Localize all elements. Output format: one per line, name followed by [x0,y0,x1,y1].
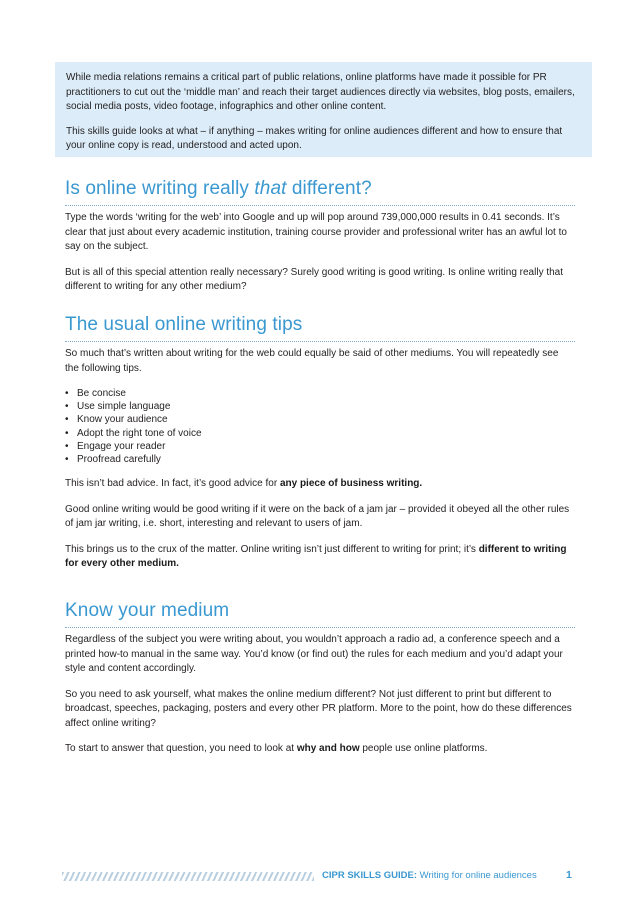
section-usual-tips [65,314,575,583]
list-item: • Proofread carefully [65,453,575,466]
heading-text: different? [286,178,372,199]
footer-guide-label: CIPR SKILLS GUIDE: [322,870,418,881]
paragraph: So you need to ask yourself, what makes the online medium different? Not just different to print but different to broadcast, speeches, packaging, posters and every other PR platform. More to the point, how do these differences affect online writing? [65,688,572,729]
paragraph [65,543,575,572]
page-footer [62,869,582,885]
paragraph-text: To start to answer that question, you need to look at [65,743,297,754]
list-item: • Use simple language [65,400,575,413]
tips-list [65,387,575,466]
paragraph: Type the words ‘writing for the web’ into Google and up will pop around 739,000,000 results in 0.41 seconds. It’s clear that just about every academic institution, training course provider and professional writer has an awful lot to say on the subject. [65,212,567,252]
paragraph-bold: why and how [296,743,360,754]
intro-paragraph-1: While media relations remains a critical part of public relations, online platforms have made it possible for PR practitioners to cut out the ‘middle man’ and reach their target audiences directly via websites, blog posts, emailers, social media posts, video footage, infographics and other online content. [66,72,575,112]
paragraph: But is all of this special attention really necessary? Surely good writing is good writing. Is online writing really that different to writing for any other medium? [65,266,564,292]
section-heading: The usual online writing tips [65,314,303,335]
footer-guide-name: Writing for online audiences [417,870,537,881]
section-know-your-medium [65,600,575,768]
section-heading [65,178,575,200]
list-item: • Know your audience [65,413,575,426]
list-item: • Adopt the right tone of voice [65,427,575,440]
footer-guide-title [322,870,537,881]
heading-emphasis: that [254,178,287,199]
heading-text: Is online writing really [65,178,255,199]
list-item: • Be concise [65,387,575,400]
paragraph-text: This brings us to the crux of the matter. Online writing isn’t just different to writing for print; it’s [65,543,479,555]
footer-stripe-decoration [62,872,314,881]
intro-box [55,62,592,157]
dotted-divider [65,205,575,206]
paragraph-text: This isn’t bad advice. In fact, it’s good advice for [65,478,280,490]
section-online-writing-different [65,178,575,306]
paragraph-text: people use online platforms. [359,743,488,754]
dotted-divider [65,341,575,342]
paragraph-bold: different to writing for every other medium. [65,543,567,570]
page-number: 1 [566,869,572,881]
dotted-divider [65,627,575,628]
paragraph: Good online writing would be good writing if it were on the back of a jam jar – provided it obeyed all the other rules of jam jar writing, i.e. short, interesting and relevant to users of jam. [65,503,570,530]
paragraph [65,742,575,757]
paragraph-bold: any piece of business writing. [279,478,423,490]
intro-paragraph-2: This skills guide looks at what – if anything – makes writing for online audiences different and how to ensure that your online copy is read, understood and acted upon. [66,125,563,151]
list-item: • Engage your reader [65,440,575,453]
paragraph: Regardless of the subject you were writing about, you wouldn’t approach a radio ad, a conference speech and a printed how-to manual in the same way. You’d know (or find out) the rules for each medium and you’d adapt your style and content accordingly. [65,634,563,674]
paragraph [65,477,575,492]
paragraph: So much that’s written about writing for the web could equally be said of other mediums. You will repeatedly see the following tips. [65,348,559,374]
section-heading: Know your medium [65,600,230,621]
